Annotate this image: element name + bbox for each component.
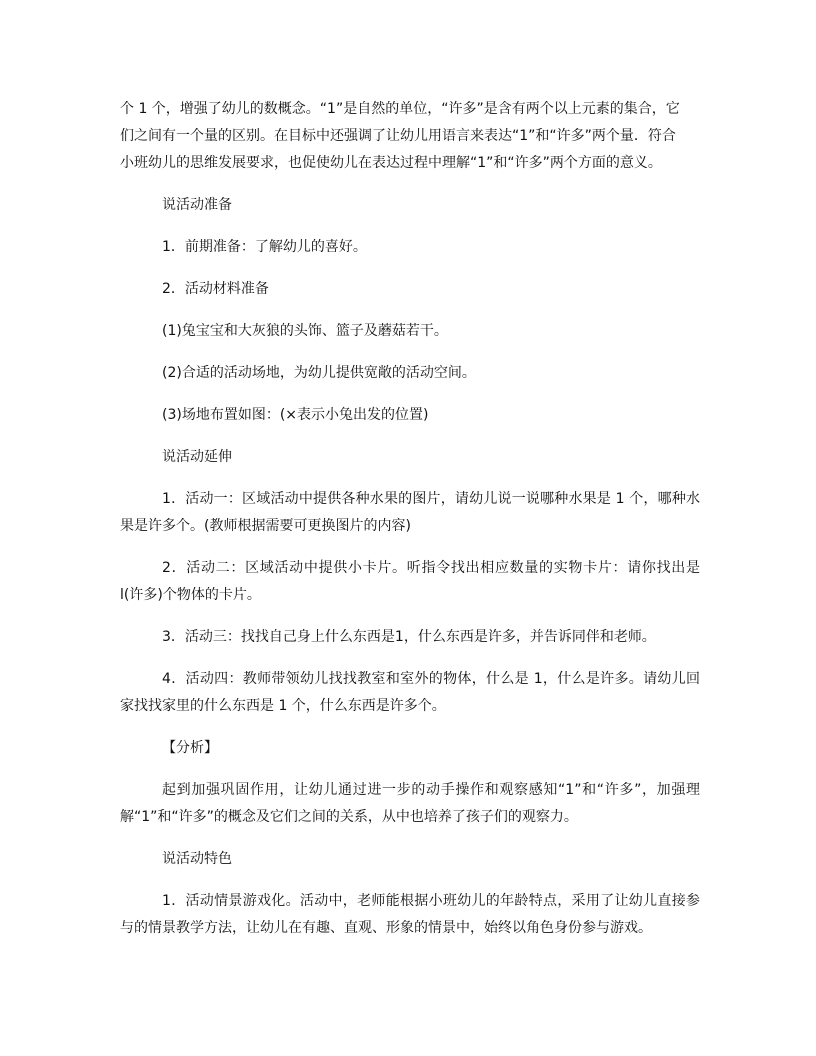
extension-activity-3: 3．活动三：找找自己身上什么东西是1，什么东西是许多，并告诉同伴和老师。 bbox=[162, 629, 656, 645]
text-line: 1．活动情景游戏化。活动中，老师能根据小班幼儿的年龄特点，采用了让幼儿直 bbox=[162, 893, 672, 909]
prep-item-2: 2．活动材料准备 bbox=[162, 281, 269, 297]
extension-activity-4 bbox=[120, 666, 700, 720]
text-line: 2．活动二：区域活动中提供小卡片。听指令找出相应数量的实物卡片：请你找出 bbox=[162, 560, 686, 576]
text-line: 起到加强巩固作用，让幼儿通过进一步的动手操作和观察感知“1”和“许多”，加强理 bbox=[162, 782, 700, 798]
text-line: 回家找找家里的什么东西是 1 个，什么东西是许多个。 bbox=[120, 671, 700, 714]
text-line: 1．活动一：区域活动中提供各种水果的图片，请幼儿说一说哪种水果是 1 个，哪 bbox=[162, 491, 672, 507]
feature-1-paragraph bbox=[120, 888, 700, 942]
analysis-paragraph bbox=[120, 777, 700, 831]
document-body bbox=[120, 96, 700, 957]
intro-paragraph bbox=[120, 96, 700, 177]
extension-activity-2 bbox=[120, 555, 700, 609]
prep-item-1: 1．前期准备：了解幼儿的喜好。 bbox=[162, 239, 367, 255]
text-line: 4．活动四：教师带领幼儿找找教室和室外的物体，什么是 1，什么是许多。请幼儿 bbox=[162, 671, 686, 687]
section-heading-extension: 说活动延伸 bbox=[162, 449, 232, 465]
text-line: 个 1 个，增强了幼儿的数概念。“1”是自然的单位，“许多”是含有两个以上元素的集合，它 bbox=[120, 101, 680, 117]
text-line: 种水果是许多个。(教师根据需要可更换图片的内容) bbox=[120, 491, 701, 534]
prep-subitem-1: (1)兔宝宝和大灰狼的头饰、篮子及蘑菇若干。 bbox=[162, 323, 448, 339]
text-line: 小班幼儿的思维发展要求，也促使幼儿在表达过程中理解“1”和“许多”两个方面的意义。 bbox=[120, 155, 662, 171]
section-heading-analysis: 【分析】 bbox=[162, 740, 218, 756]
prep-subitem-3: (3)场地布置如图：(×表示小兔出发的位置) bbox=[162, 407, 429, 423]
section-heading-preparation: 说活动准备 bbox=[162, 197, 232, 213]
text-line: 接参与的情景教学方法，让幼儿在有趣、直观、形象的情景中，始终以角色身份参与游戏。 bbox=[120, 893, 701, 936]
text-line: 是 l(许多)个物体的卡片。 bbox=[120, 560, 700, 603]
text-line: 们之间有一个量的区别。在目标中还强调了让幼儿用语言来表达“1”和“许多”两个量．符合 bbox=[120, 128, 676, 144]
prep-subitem-2: (2)合适的活动场地，为幼儿提供宽敞的活动空间。 bbox=[162, 365, 476, 381]
extension-activity-1 bbox=[120, 486, 700, 540]
text-line: 解“1”和“许多”的概念及它们之间的关系，从中也培养了孩子们的观察力。 bbox=[120, 809, 578, 825]
section-heading-features: 说活动特色 bbox=[162, 851, 232, 867]
